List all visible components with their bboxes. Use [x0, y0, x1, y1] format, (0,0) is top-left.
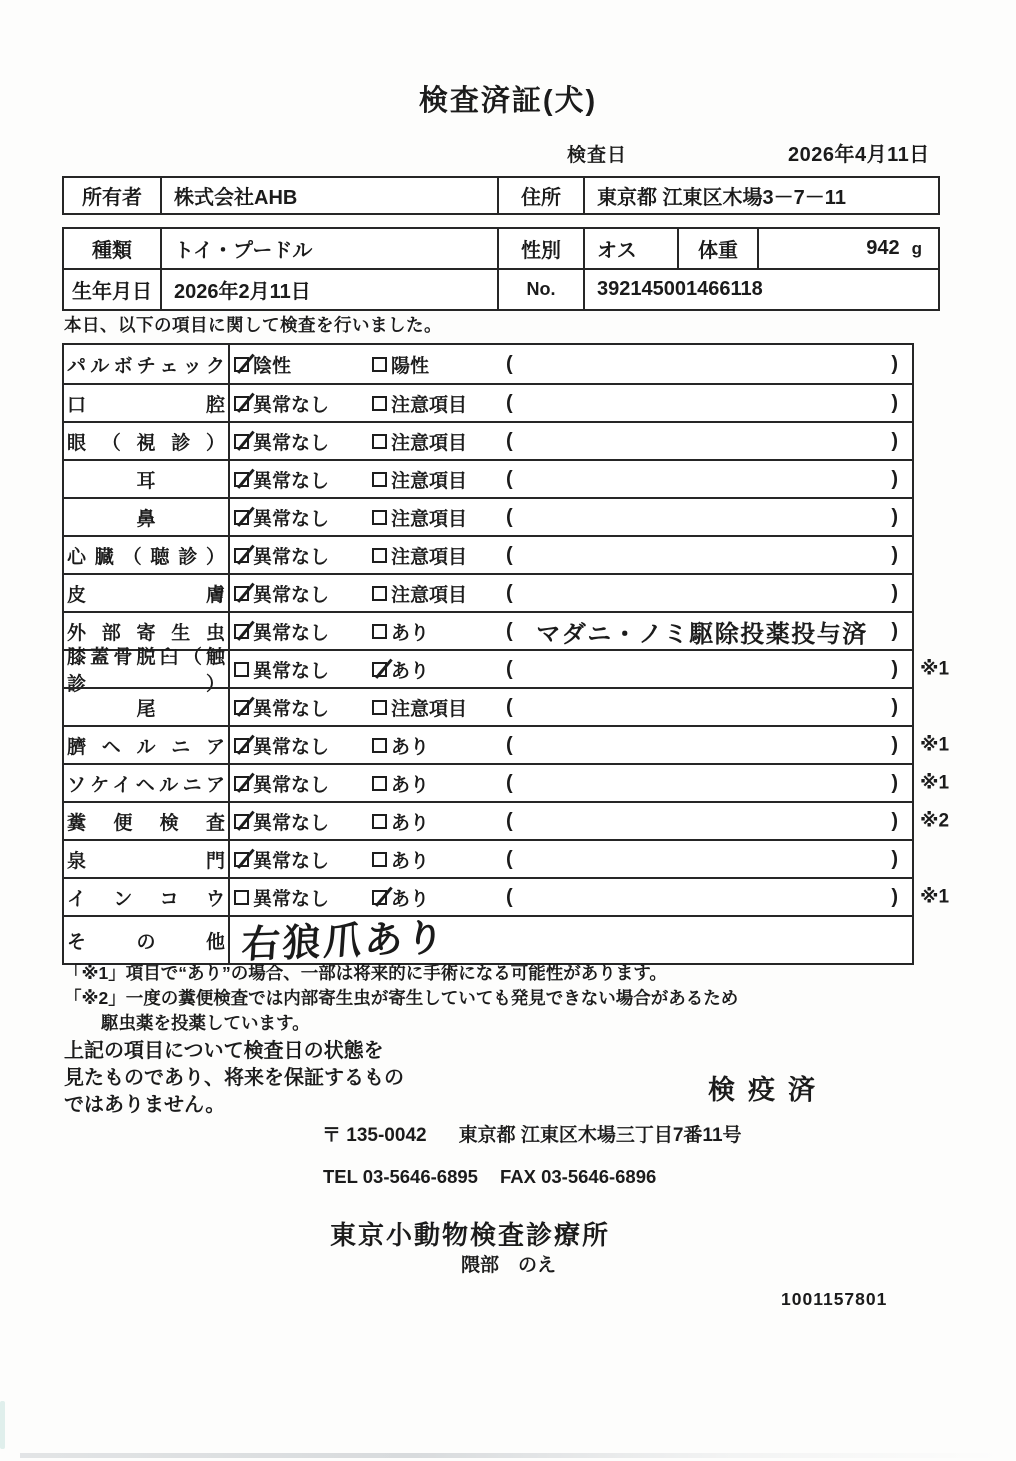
clinic-tel: TEL 03-5646-6895 [323, 1166, 478, 1187]
checkbox-icon [372, 510, 387, 525]
option-label: 異常なし [253, 660, 330, 682]
footnote-2-line2: 駆虫薬を投薬しています。 [101, 1013, 310, 1033]
handwritten-note: 右狼爪あり [240, 916, 449, 967]
open-paren: ( [506, 429, 513, 452]
open-paren: ( [506, 391, 513, 414]
open-paren: ( [506, 771, 513, 794]
clinic-fax: FAX 03-5646-6896 [499, 1166, 657, 1187]
exam-table [62, 343, 950, 967]
option-label: あり [391, 850, 430, 872]
dob-label: 生年月日 [72, 281, 152, 303]
close-paren: ) [891, 847, 898, 870]
serial-number: 1001157801 [781, 1289, 888, 1309]
open-paren: ( [506, 657, 513, 680]
owner-label: 所有者 [82, 187, 142, 209]
row-label: 鼻 [136, 508, 156, 530]
row-label: 眼（視診） [67, 432, 225, 454]
row-note-marker: ※1 [920, 734, 950, 756]
checkbox-icon [372, 852, 387, 867]
close-paren: ) [891, 619, 898, 642]
open-paren: ( [506, 543, 513, 566]
checkbox-icon [372, 890, 387, 905]
clinic-postal-code: 〒 135-0042 [322, 1125, 427, 1146]
exam-row-inkou [64, 877, 950, 915]
row-label: ソケイヘルニア [67, 774, 225, 796]
open-paren: ( [506, 809, 513, 832]
scan-edge-artifact [20, 1453, 1000, 1458]
option-label: 注意項目 [391, 584, 468, 606]
inspection-date-value: 2026年4月11日 [788, 144, 930, 166]
owner-row [64, 178, 938, 213]
exam-row-parvo [64, 345, 912, 383]
checkbox-icon [234, 700, 249, 715]
option-label: 異常なし [253, 546, 330, 568]
row-note-marker: ※1 [920, 658, 950, 680]
footnote-1: 「※1」項目で“あり”の場合、一部は将来的に手術になる可能性があります。 [64, 963, 667, 983]
row-note-marker: ※1 [920, 772, 950, 794]
exam-row-tail [64, 687, 912, 725]
row-label: その他 [67, 931, 225, 953]
clinic-address: 東京都 江東区木場三丁目7番11号 [458, 1125, 742, 1146]
open-paren: ( [506, 885, 513, 908]
weight-label: 体重 [677, 229, 757, 268]
close-paren: ) [891, 885, 898, 908]
close-paren: ) [891, 809, 898, 832]
number-value: 392145001466118 [583, 270, 938, 309]
checkbox-icon [372, 776, 387, 791]
close-paren: ) [891, 429, 898, 452]
option-label: 異常なし [253, 394, 330, 416]
option-label: 異常なし [253, 774, 330, 796]
checkbox-icon [234, 738, 249, 753]
exam-row-nose [64, 497, 912, 535]
row-label: 口腔 [67, 394, 225, 416]
option-label: 異常なし [253, 584, 330, 606]
weight-unit: g [911, 238, 922, 258]
breed-row [64, 229, 938, 268]
checkbox-icon [372, 434, 387, 449]
inspection-date-label: 検査日 [567, 145, 628, 166]
exam-row-eyes [64, 421, 912, 459]
checkbox-icon [372, 586, 387, 601]
exam-row-ears [64, 459, 912, 497]
option-label: あり [391, 888, 430, 910]
option-label: 異常なし [253, 698, 330, 720]
breed-value: トイ・プードル [160, 229, 497, 268]
checkbox-icon [234, 472, 249, 487]
option-label: 注意項目 [391, 432, 468, 454]
dob-value: 2026年2月11日 [160, 270, 497, 309]
disclaimer-text [64, 1038, 404, 1119]
weight-value: 942 [866, 237, 900, 259]
row-note-marker: ※2 [920, 810, 950, 832]
close-paren: ) [891, 771, 898, 794]
open-paren: ( [506, 581, 513, 604]
exam-row-fecal-exam [64, 801, 950, 839]
close-paren: ) [891, 352, 898, 375]
option-label: 注意項目 [391, 508, 468, 530]
row-label: インコウ [67, 888, 225, 910]
row-label: 膝蓋骨脱臼（触診） [67, 647, 225, 695]
checkbox-icon [372, 738, 387, 753]
close-paren: ) [891, 391, 898, 414]
row-label: 臍ヘルニア [67, 736, 225, 758]
open-paren: ( [506, 505, 513, 528]
option-label: 異常なし [253, 850, 330, 872]
option-label: 異常なし [253, 508, 330, 530]
close-paren: ) [891, 733, 898, 756]
dob-row [64, 268, 938, 309]
exam-row-fontanelle [64, 839, 912, 877]
sex-label: 性別 [497, 229, 583, 268]
row-label: 泉門 [67, 850, 225, 872]
open-paren: ( [506, 847, 513, 870]
checkbox-icon [372, 624, 387, 639]
option-label: 異常なし [253, 622, 330, 644]
exam-row-umbilical-hernia [64, 725, 950, 763]
row-label: 尾 [136, 698, 156, 720]
owner-value: 株式会社AHB [160, 178, 497, 213]
option-label: 注意項目 [391, 698, 468, 720]
option-label: 異常なし [253, 736, 330, 758]
checkbox-icon [234, 890, 249, 905]
open-paren: ( [506, 619, 513, 642]
checkbox-icon [372, 700, 387, 715]
weight-value-cell [757, 229, 938, 268]
exam-row-mouth [64, 383, 912, 421]
row-label: 外部寄生虫 [67, 622, 225, 644]
option-label: 異常なし [253, 888, 330, 910]
row-label: 耳 [136, 470, 156, 492]
scan-edge-artifact [0, 1401, 5, 1449]
close-paren: ) [891, 581, 898, 604]
checkbox-icon [372, 814, 387, 829]
option-label: 異常なし [253, 432, 330, 454]
checkbox-icon [234, 776, 249, 791]
close-paren: ) [891, 695, 898, 718]
page-title: 検査済証(犬) [418, 85, 598, 117]
clinic-name: 東京小動物検査診療所 [330, 1220, 611, 1250]
close-paren: ) [891, 657, 898, 680]
checkbox-icon [372, 472, 387, 487]
checkbox-icon [234, 548, 249, 563]
open-paren: ( [506, 467, 513, 490]
option-label: 陽性 [391, 355, 430, 377]
option-label: 注意項目 [391, 470, 468, 492]
checkbox-icon [234, 814, 249, 829]
number-label: No. [497, 270, 583, 309]
exam-row-skin [64, 573, 912, 611]
option-label: 異常なし [253, 812, 330, 834]
clinic-address-line [322, 1120, 742, 1147]
open-paren: ( [506, 352, 513, 375]
disclaimer-line: ではありません。 [64, 1094, 226, 1116]
close-paren: ) [891, 543, 898, 566]
exam-row-patella [64, 647, 950, 695]
checkbox-icon [372, 662, 387, 677]
checkbox-icon [234, 624, 249, 639]
address-value: 東京都 江東区木場3－7－11 [583, 178, 938, 213]
animal-info-table [62, 227, 940, 311]
option-label: あり [391, 774, 430, 796]
clinic-phone-line [323, 1166, 656, 1188]
checkbox-icon [372, 357, 387, 372]
checkbox-icon [234, 357, 249, 372]
sex-value: オス [583, 229, 677, 268]
checkbox-icon [234, 662, 249, 677]
exam-row-other [64, 915, 912, 967]
paren-text: マダニ・ノミ駆除投薬投与済 [536, 620, 868, 648]
checkbox-icon [234, 396, 249, 411]
disclaimer-line: 上記の項目について検査日の状態を [64, 1040, 384, 1062]
row-label: 皮膚 [67, 584, 225, 606]
option-label: あり [391, 622, 430, 644]
row-note-marker: ※1 [920, 886, 950, 908]
option-label: あり [391, 736, 430, 758]
checkbox-icon [234, 586, 249, 601]
exam-row-inguinal-hernia [64, 763, 950, 801]
exam-row-heart [64, 535, 912, 573]
option-label: あり [391, 812, 430, 834]
disclaimer-line: 見たものであり、将来を保証するもの [64, 1067, 404, 1089]
quarantine-stamp: 検疫済 [708, 1075, 828, 1105]
option-label: 陰性 [253, 355, 292, 377]
checkbox-icon [234, 510, 249, 525]
close-paren: ) [891, 467, 898, 490]
footnote-2-line1: 「※2」一度の糞便検査では内部寄生虫が寄生していても発見できない場合があるため [64, 988, 739, 1008]
owner-table [62, 176, 940, 215]
row-label: パルボチェック [67, 355, 225, 377]
option-label: 注意項目 [391, 546, 468, 568]
checkbox-icon [372, 548, 387, 563]
breed-label: 種類 [92, 240, 132, 262]
row-label: 糞便検査 [67, 812, 225, 834]
open-paren: ( [506, 695, 513, 718]
address-label: 住所 [497, 178, 583, 213]
row-label: 心臓（聴診） [67, 546, 225, 568]
checkbox-icon [234, 434, 249, 449]
checkbox-icon [372, 396, 387, 411]
option-label: 注意項目 [391, 394, 468, 416]
option-label: 異常なし [253, 470, 330, 492]
open-paren: ( [506, 733, 513, 756]
checkbox-icon [234, 852, 249, 867]
option-label: あり [391, 660, 430, 682]
veterinarian-name: 隈部 のえ [461, 1255, 557, 1276]
intro-text: 本日、以下の項目に関して検査を行いました。 [64, 315, 442, 335]
close-paren: ) [891, 505, 898, 528]
